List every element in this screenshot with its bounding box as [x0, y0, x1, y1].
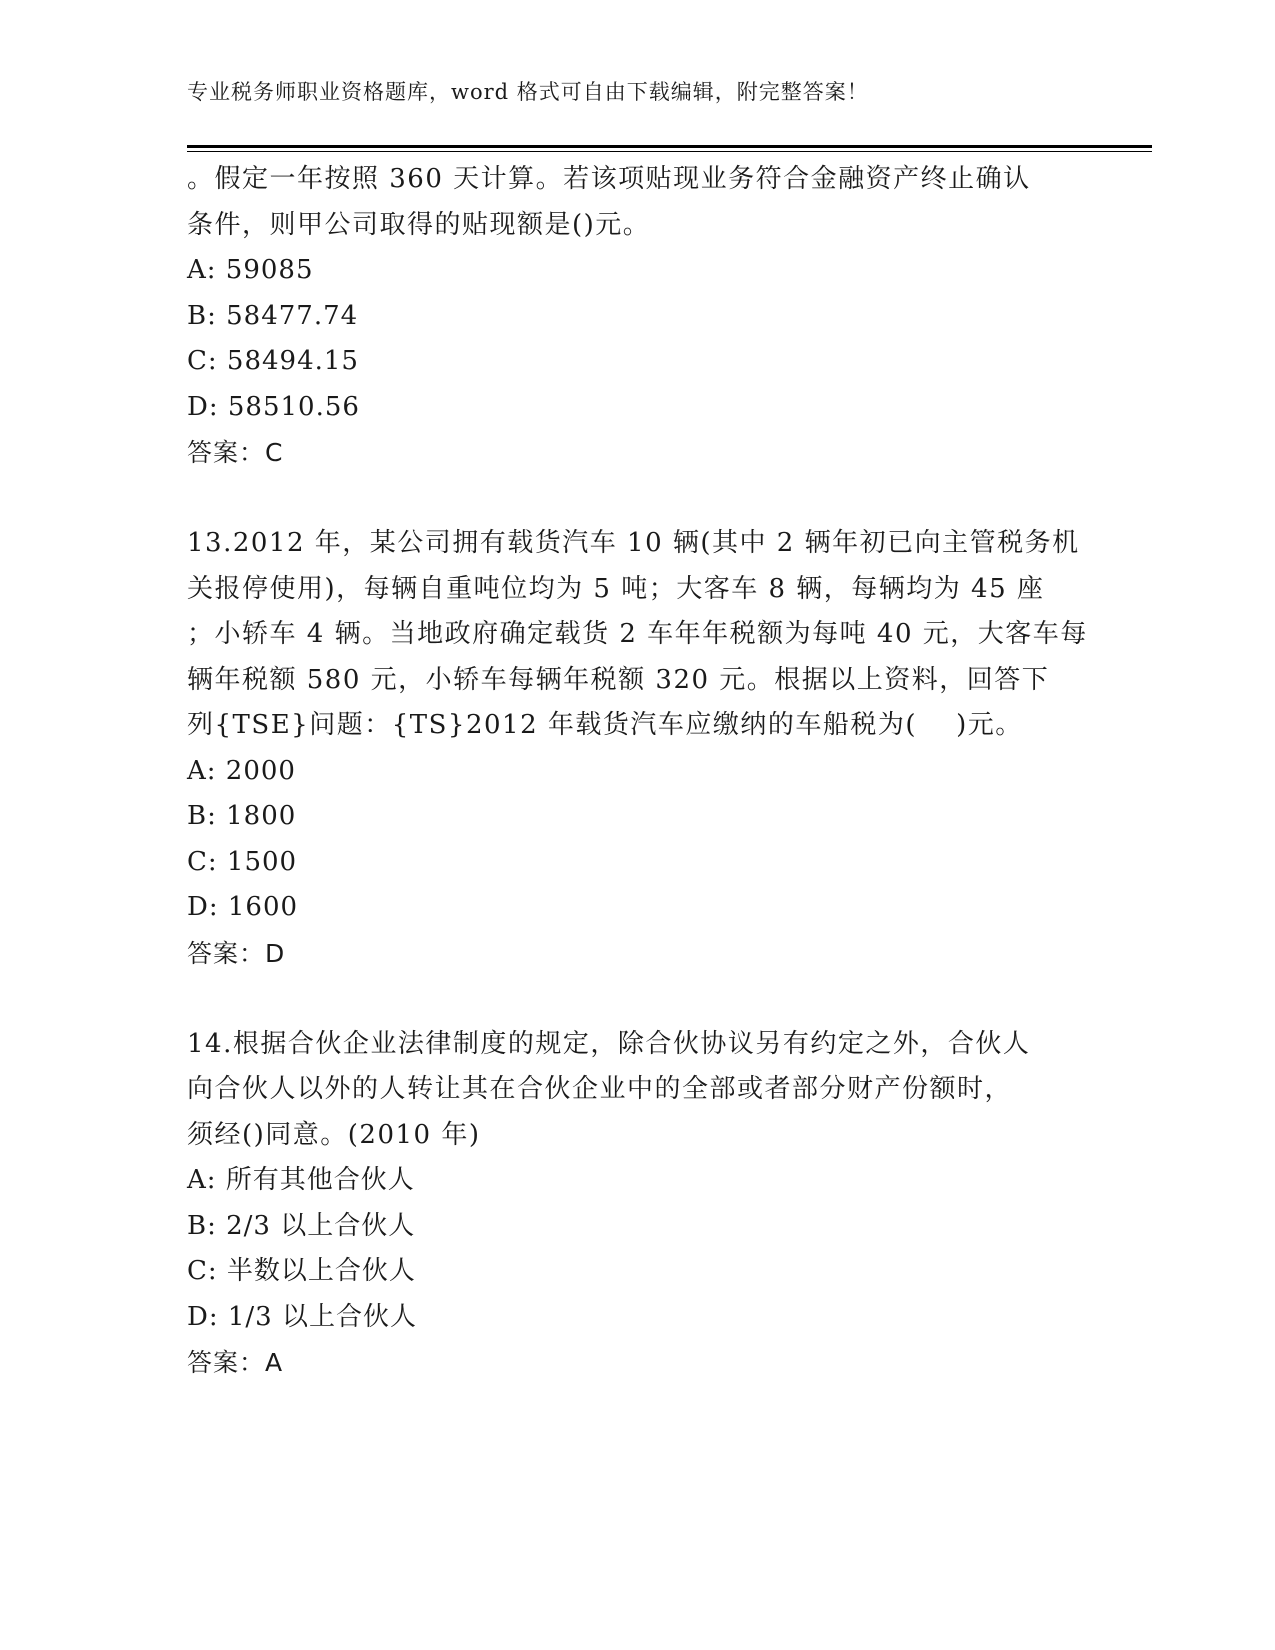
option-b: B: 1800	[187, 801, 297, 831]
question-text-line: 关报停使用)，每辆自重吨位均为 5 吨；大客车 8 辆，每辆均为 45 座	[187, 573, 1045, 604]
option-b: B: 58477.74	[187, 300, 359, 331]
option-a: A: 所有其他合伙人	[187, 1165, 415, 1195]
question-text-line: 向合伙人以外的人转让其在合伙企业中的全部或者部分财产份额时，	[187, 1074, 1013, 1104]
option-b: B: 2/3 以上合伙人	[187, 1210, 416, 1241]
option-c: C: 半数以上合伙人	[187, 1256, 416, 1286]
question-block	[187, 521, 1092, 976]
question-text-line: 13.2012 年，某公司拥有载货汽车 10 辆(其中 2 辆年初已向主管税务机	[187, 528, 1080, 558]
answer-line: 答案：D	[187, 938, 286, 968]
question-text-line: 。假定一年按照 360 天计算。若该项贴现业务符合金融资产终止确认	[187, 164, 1031, 194]
question-text-line: 辆年税额 580 元，小轿车每辆年税额 320 元。根据以上资料，回答下	[187, 664, 1050, 695]
spacer	[187, 976, 1092, 1022]
question-list	[187, 157, 1092, 1386]
spacer	[187, 476, 1092, 522]
page-header: 专业税务师职业资格题库，word 格式可自由下载编辑，附完整答案！	[187, 80, 869, 104]
question-text-line: ；小轿车 4 辆。当地政府确定载货 2 车年年税额为每吨 40 元，大客车每	[187, 619, 1088, 649]
question-text-line: 列{TSE}问题：{TS}2012 年载货汽车应缴纳的车船税为( )元。	[187, 710, 1023, 740]
option-a: A: 2000	[187, 755, 296, 786]
option-d: D: 1/3 以上合伙人	[187, 1301, 417, 1332]
option-d: D: 1600	[187, 892, 299, 922]
question-block	[187, 1022, 1092, 1386]
question-text-line: 须经()同意。(2010 年)	[187, 1119, 481, 1150]
header-rule-thick	[187, 145, 1152, 148]
header-rule-thin	[187, 151, 1152, 152]
option-c: C: 1500	[187, 846, 298, 877]
answer-line: 答案：A	[187, 1348, 284, 1377]
question-text-line: 14.根据合伙企业法律制度的规定，除合伙协议另有约定之外，合伙人	[187, 1028, 1031, 1059]
option-d: D: 58510.56	[187, 391, 360, 422]
answer-line: 答案：C	[187, 438, 284, 467]
option-c: C: 58494.15	[187, 346, 359, 376]
option-a: A: 59085	[187, 255, 314, 285]
question-text-line: 条件，则甲公司取得的贴现额是()元。	[187, 209, 651, 240]
question-block	[187, 157, 1092, 476]
